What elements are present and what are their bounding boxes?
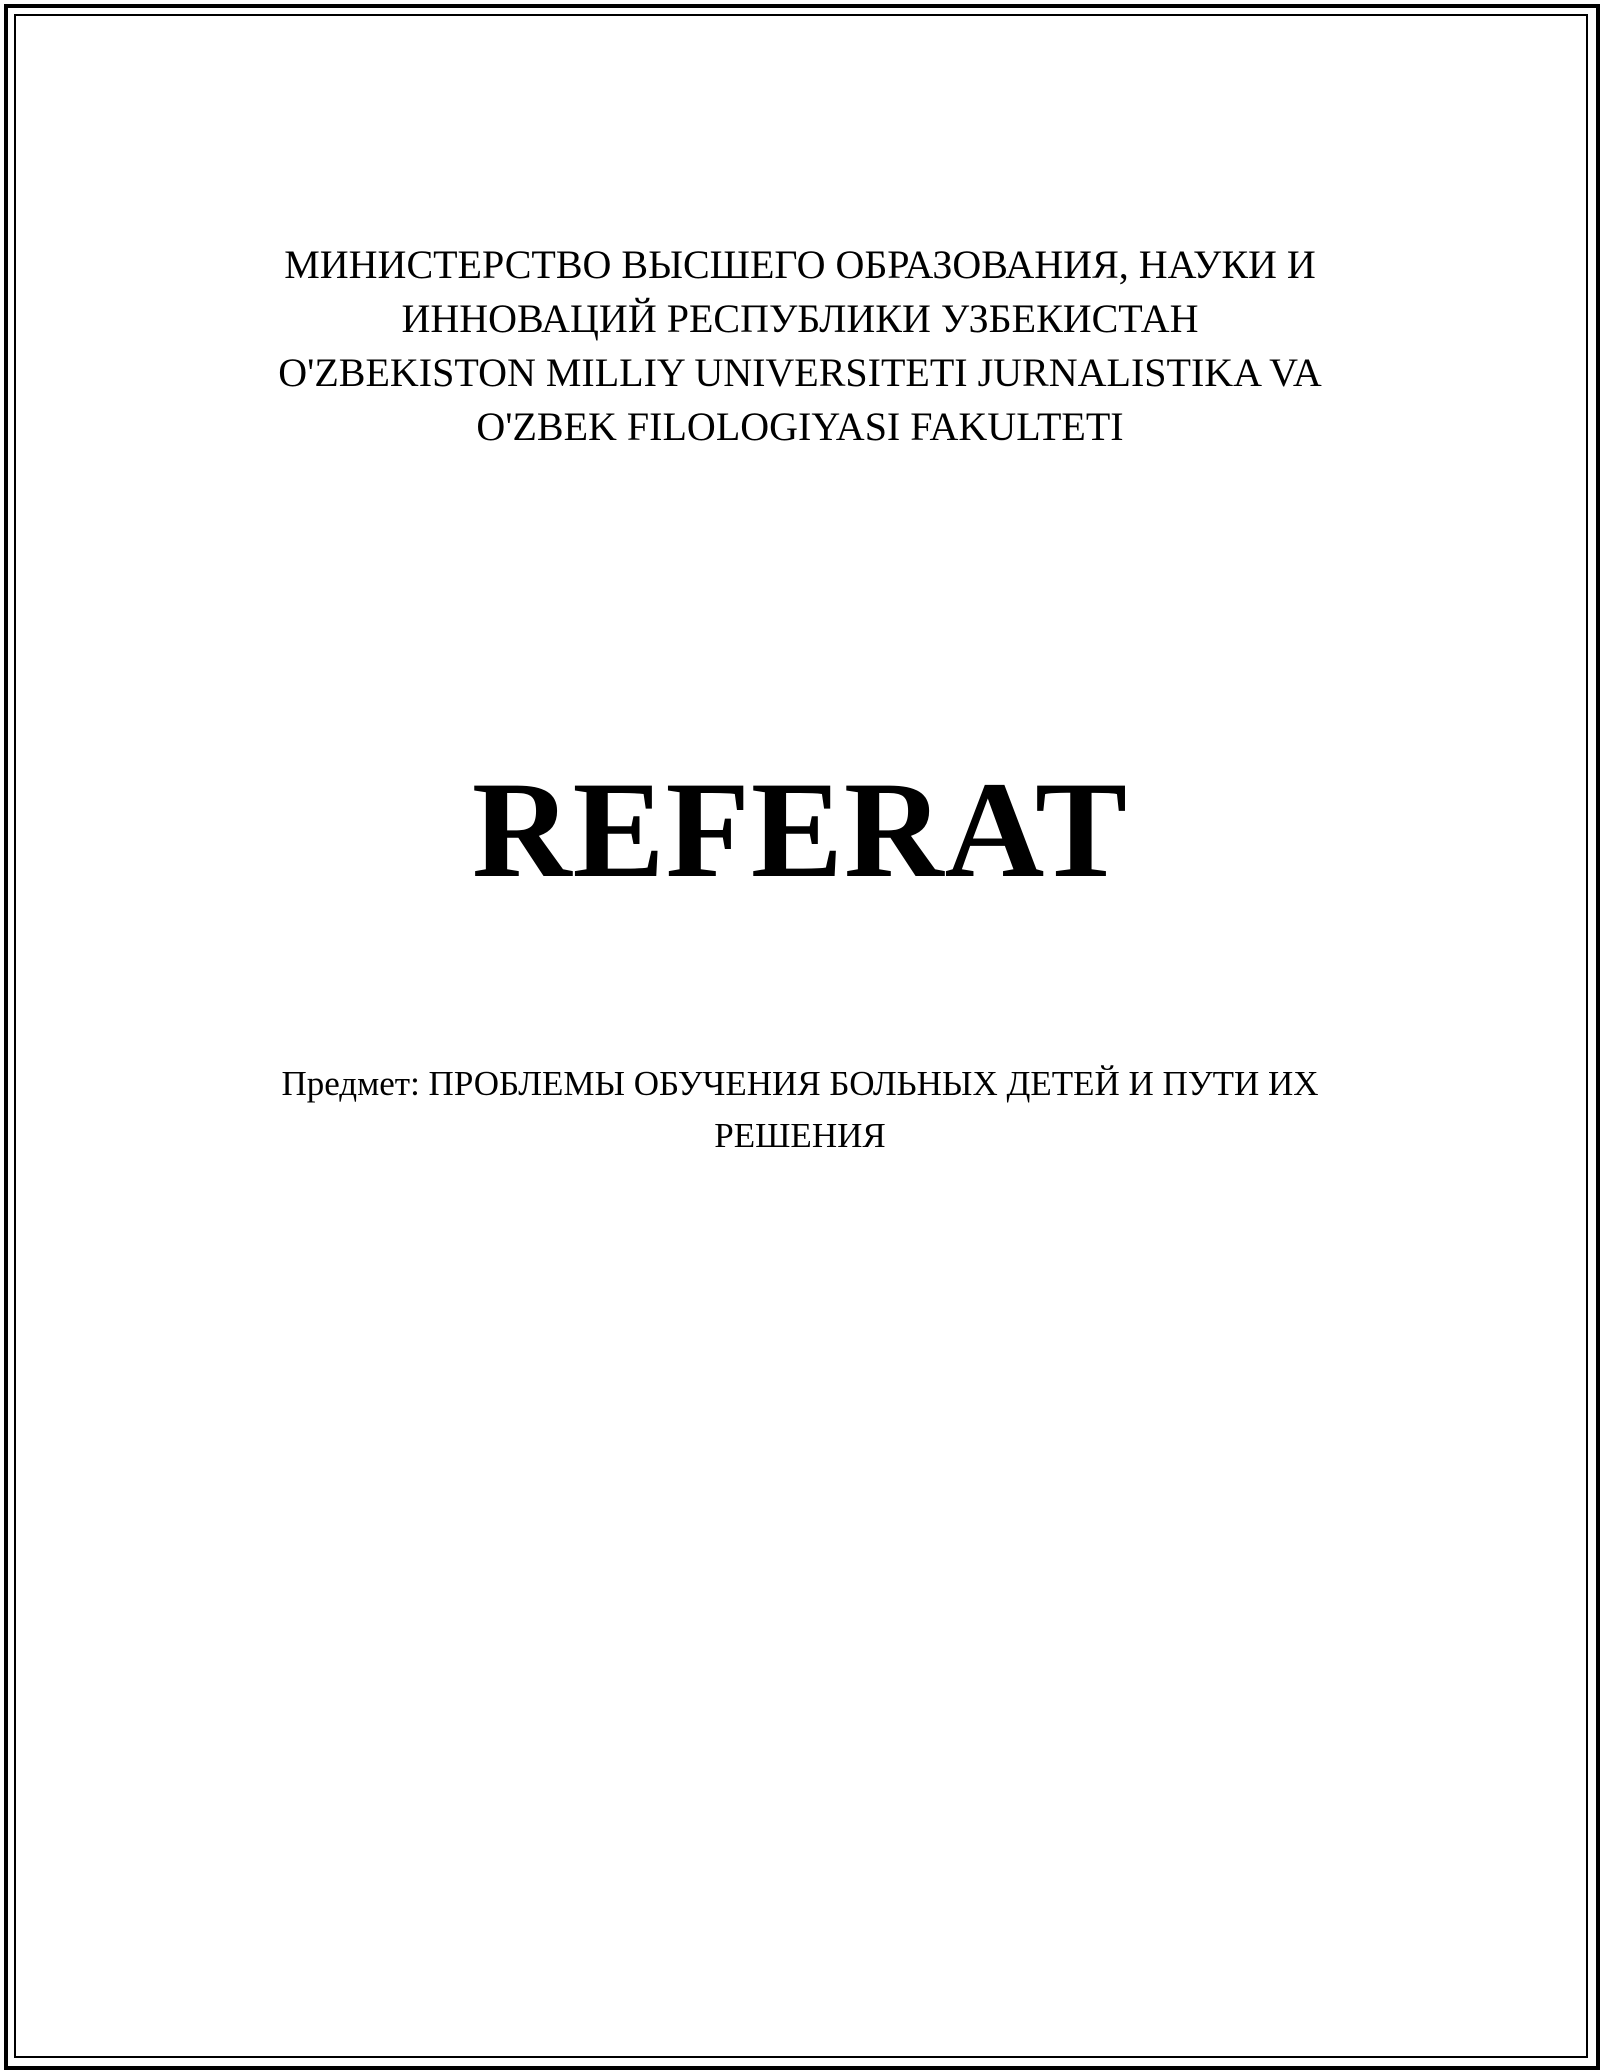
header-line-faculty: O'ZBEK FILOLOGIYASI FAKULTETI xyxy=(476,404,1124,449)
subject-block xyxy=(230,1058,1370,1162)
institution-header xyxy=(200,238,1400,454)
header-line-ministry-2: ИННОВАЦИЙ РЕСПУБЛИКИ УЗБЕКИСТАН xyxy=(401,296,1199,341)
document-title: REFERAT xyxy=(471,753,1129,906)
header-line-university: O'ZBEKISTON MILLIY UNIVERSITETI JURNALISTIKA VA xyxy=(278,350,1322,395)
subject-line-2: РЕШЕНИЯ xyxy=(714,1116,886,1155)
subject-line-1: Предмет: ПРОБЛЕМЫ ОБУЧЕНИЯ БОЛЬНЫХ ДЕТЕЙ И ПУТИ ИХ xyxy=(281,1064,1319,1103)
header-line-ministry-1: МИНИСТЕРСТВО ВЫСШЕГО ОБРАЗОВАНИЯ, НАУКИ И xyxy=(284,242,1316,287)
